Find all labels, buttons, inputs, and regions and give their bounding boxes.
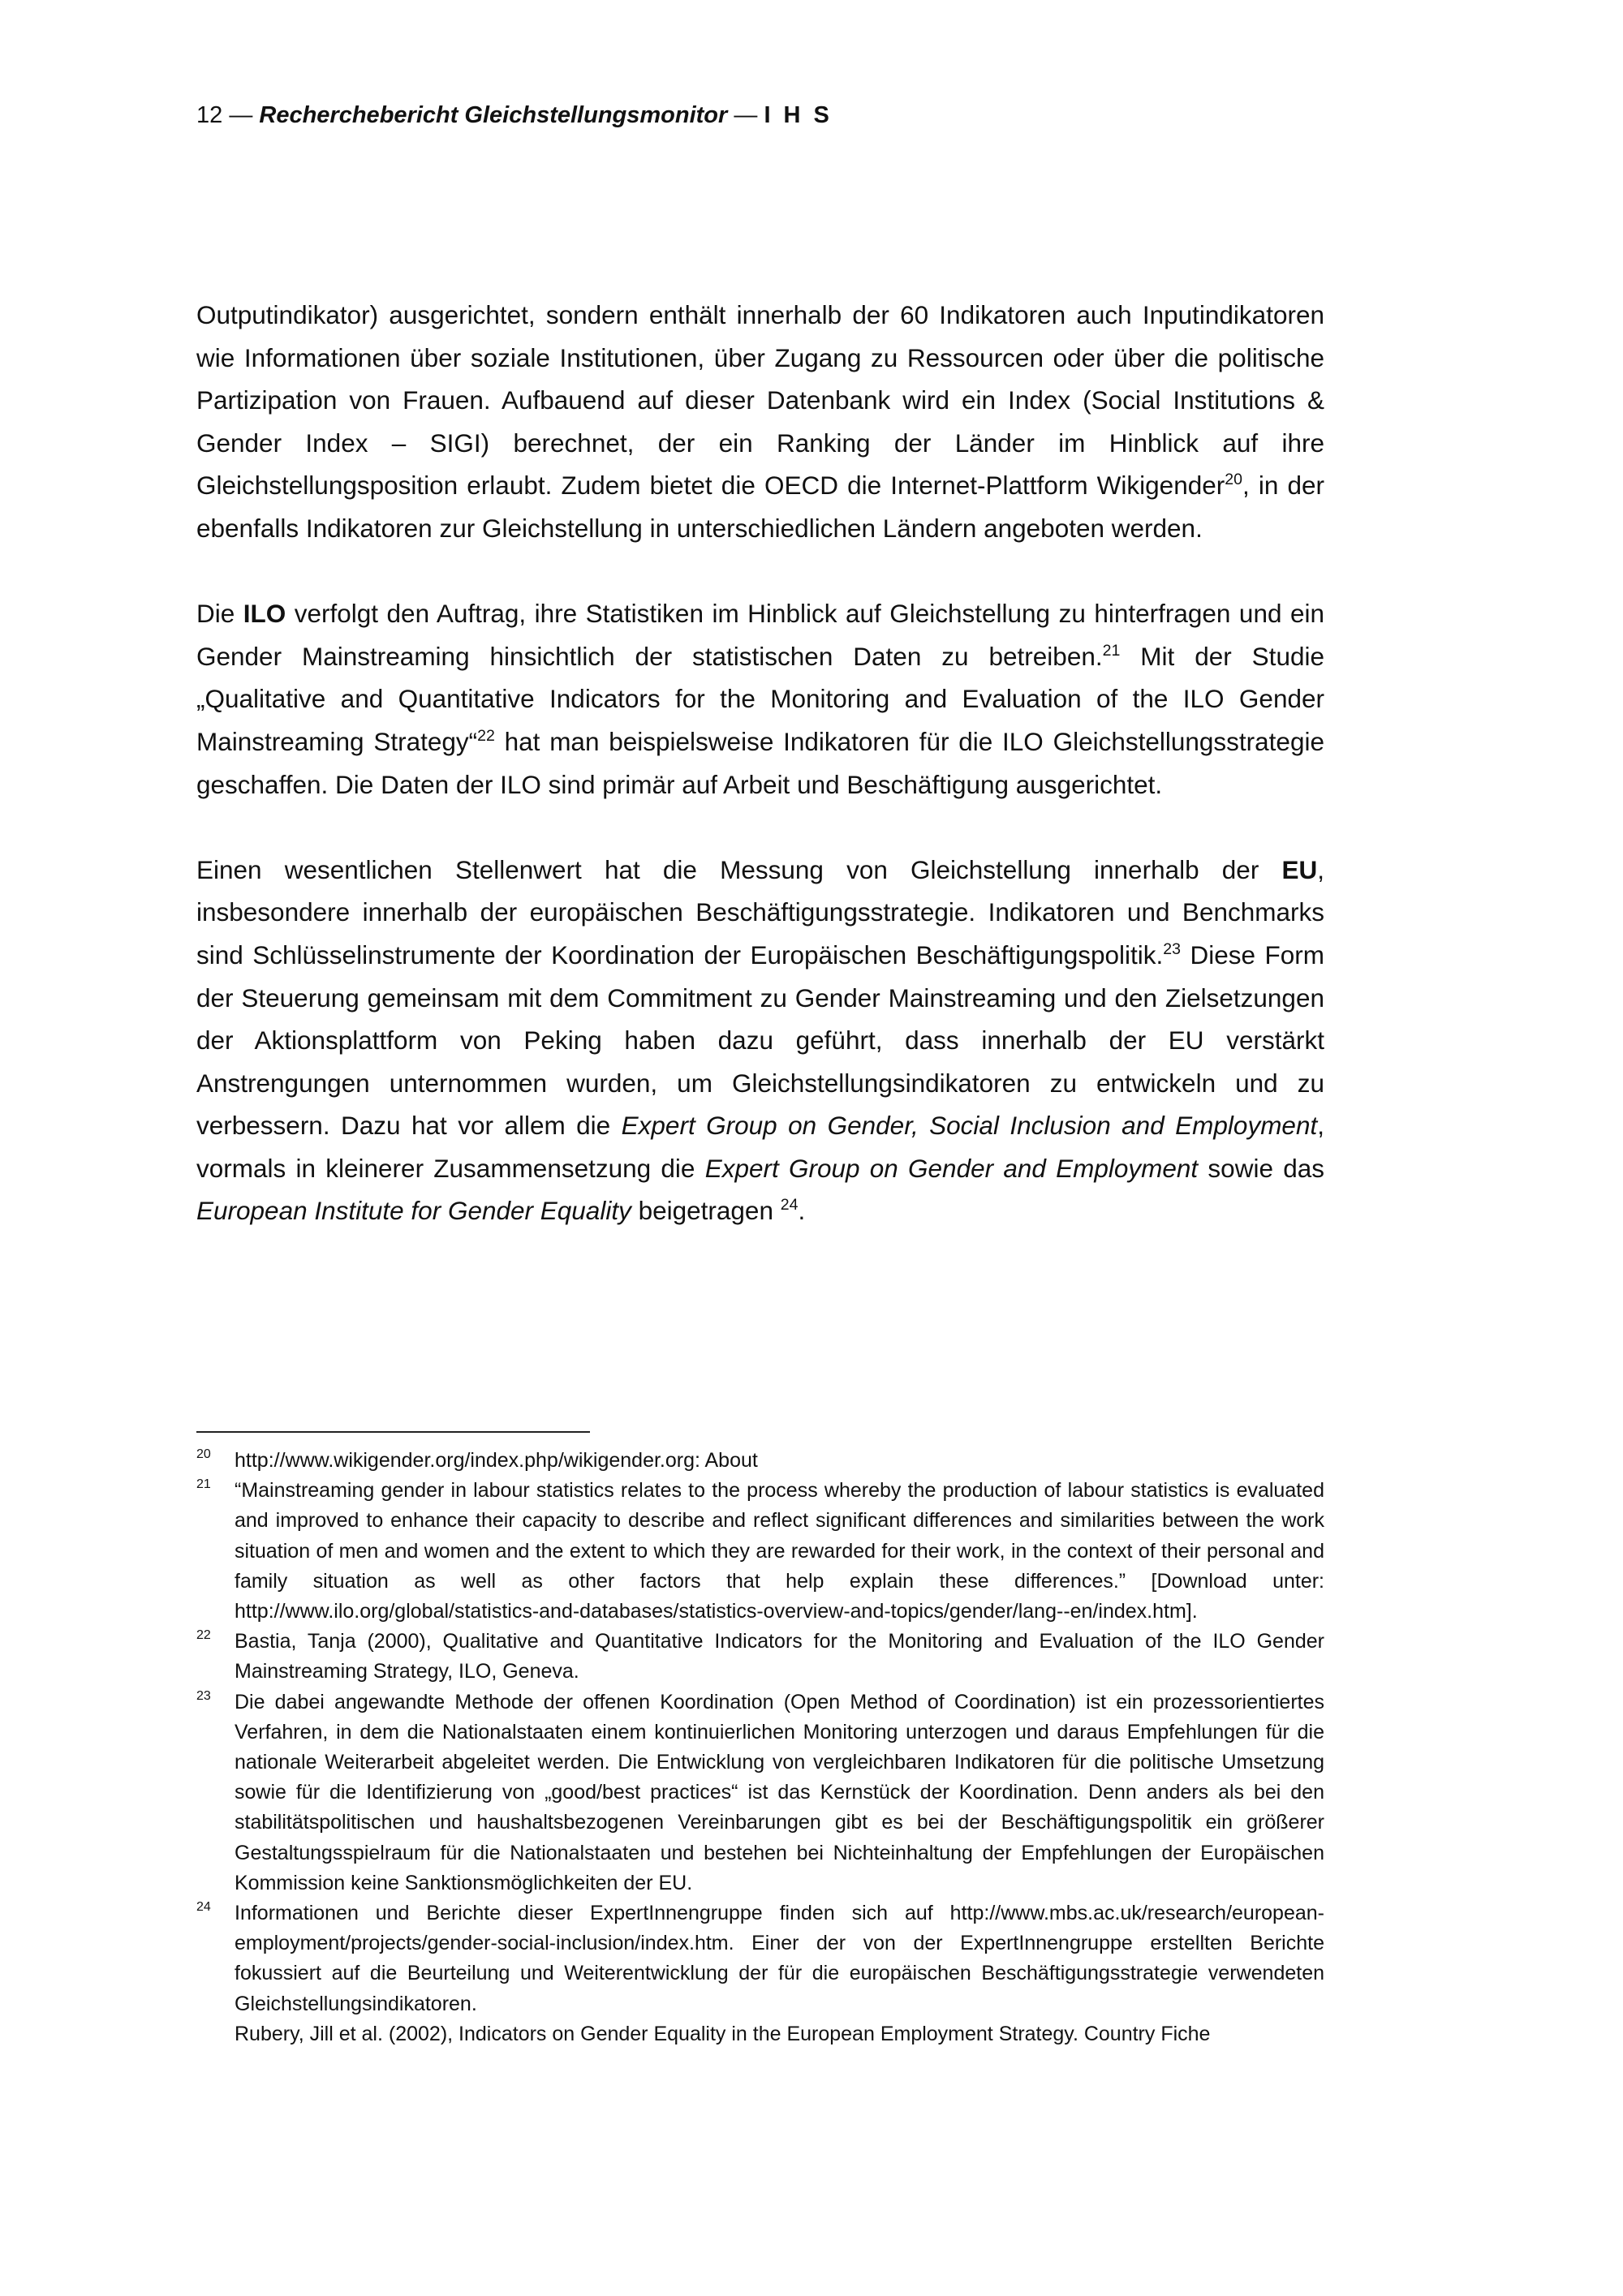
- italic-term: Expert Group on Gender, Social Inclusion and Employment: [621, 1111, 1318, 1141]
- text-run: , in der ebenfalls Indikatoren zur Gleichstellung in unterschiedlichen Ländern angeboten werden.: [196, 471, 1324, 543]
- footnote-text: Informationen und Berichte dieser ExpertInnengruppe finden sich auf http://www.mbs.ac.uk/research/european-employment/projects/gender-social-inclusion/index.htm. Einer der von der ExpertInnengruppe erstellten Berichte fokussiert auf die Beurteilung und Weiterentwicklung der für die europäischen Beschäftigungsstrategie verwendeten Gleichstellungsindikatoren.: [235, 1902, 1324, 2015]
- footnote-number: 21: [196, 1477, 211, 1492]
- bold-term: ILO: [243, 599, 286, 629]
- footnote-number: 24: [196, 1900, 211, 1915]
- bold-term: EU: [1281, 854, 1318, 884]
- text-run: Outputindikator) ausgerichtet, sondern enthält innerhalb der 60 Indikatoren auch Inputindikatoren wie Informationen über soziale Institutionen, über Zugang zu Ressourcen oder über die politische Partizipation von Frauen. Aufbauend auf dieser Datenbank wird ein Index (Social Institutions & Gender Index – SIGI) berechnet, der ein Ranking der Länder im Hinblick auf ihre Gleichstellungsposition erlaubt. Zudem bietet die OECD die Internet-Plattform Wikigender: [196, 300, 1324, 501]
- footnote-text: http://www.wikigender.org/index.php/wikigender.org: About: [235, 1449, 758, 1472]
- paragraph: [196, 849, 1324, 1232]
- footnote-reference: 22: [477, 726, 495, 745]
- footnote-text: Die dabei angewandte Methode der offenen Koordination (Open Method of Coordination) ist ein prozessorientiertes Verfahren, in dem die Nationalstaaten einem kontinuierlichen Monitoring unterzogen und daraus Empfehlungen für die nationale Weiterarbeit abgeleitet werden. Die Entwicklung von vergleichbaren Indikatoren für die politische Umsetzung sowie für die Identifizierung von „good/best practices“ ist das Kernstück der Koordination. Denn anders als bei den stabilitätspolitischen und haushaltsbezogenen Vereinbarungen gibt es bei der Beschäftigungspolitik ein größerer Gestaltungsspielraum für die Nationalstaaten und bestehen bei Nichteinhaltung der Empfehlungen der Europäischen Kommission keine Sanktionsmöglichkeiten der EU.: [235, 1690, 1324, 1894]
- footnote: [196, 1898, 1324, 2049]
- text-run: , vormals in kleinerer Zusammensetzung die: [196, 1111, 1324, 1183]
- footnote-reference: 24: [780, 1196, 799, 1215]
- footnote-number: 20: [196, 1447, 211, 1461]
- text-run: .: [798, 1196, 806, 1226]
- page-number: 12: [196, 102, 223, 128]
- text-run: Einen wesentlichen Stellenwert hat die Messung von Gleichstellung innerhalb der: [196, 854, 1282, 884]
- footnote: [196, 1476, 1324, 1627]
- text-run: sowie das: [1198, 1153, 1324, 1183]
- footnote-reference: 20: [1225, 471, 1242, 489]
- text-run: Die: [196, 599, 243, 629]
- footnote-divider: [196, 1431, 590, 1433]
- footnote-text: “Mainstreaming gender in labour statistics relates to the process whereby the production of labour statistics is evaluated and improved to enhance their capacity to describe and reflect significant differences and similarities between the work situation of men and women and the extent to which they are rewarded for their work, in the context of their personal and family situation as well as other factors that help explain these differences.” [Download unter: http://www.ilo.org/global/statistics-and-databases/statistics-overview-and-topics/gender/lang--en/index.htm].: [235, 1479, 1324, 1623]
- italic-term: Expert Group on Gender and Employment: [704, 1153, 1199, 1183]
- footnote-reference: 23: [1163, 939, 1182, 958]
- header-dash: —: [222, 102, 260, 128]
- footnote: [196, 1446, 1324, 1476]
- footnotes: [196, 1446, 1324, 2049]
- body-text: [196, 294, 1324, 1275]
- footnote: [196, 1688, 1324, 1898]
- footnote-reference: 21: [1102, 641, 1121, 660]
- header-dash: —: [727, 102, 764, 128]
- organization-name: I H S: [764, 102, 833, 128]
- running-header: [196, 102, 833, 129]
- footnote-number: 22: [196, 1628, 211, 1643]
- footnote-number: 23: [196, 1688, 211, 1703]
- footnote: [196, 1627, 1324, 1687]
- footnote-continuation: Rubery, Jill et al. (2002), Indicators on Gender Equality in the European Employment Strategy. Country Fiche: [235, 2022, 1211, 2045]
- text-run: Mit der Studie „Qualitative and Quantitative Indicators for the Monitoring and Evaluation of the ILO Gender Mainstreaming Strategy“: [196, 641, 1324, 756]
- footnote-text: Bastia, Tanja (2000), Qualitative and Quantitative Indicators for the Monitoring and Evaluation of the ILO Gender Mainstreaming Strategy, ILO, Geneva.: [235, 1630, 1324, 1683]
- text-run: hat man beispielsweise Indikatoren für die ILO Gleichstellungsstrategie geschaffen. Die Daten der ILO sind primär auf Arbeit und Beschäftigung ausgerichtet.: [196, 726, 1324, 799]
- text-run: , insbesondere innerhalb der europäischen Beschäftigungsstrategie. Indikatoren und Benchmarks sind Schlüsselinstrumente der Koordination der Europäischen Beschäftigungspolitik.: [196, 854, 1324, 970]
- italic-term: European Institute for Gender Equality: [196, 1196, 631, 1226]
- document-title: Recherchebericht Gleichstellungsmonitor: [259, 102, 728, 128]
- text-run: Diese Form der Steuerung gemeinsam mit dem Commitment zu Gender Mainstreaming und den Zielsetzungen der Aktionsplattform von Peking haben dazu geführt, dass innerhalb der EU verstärkt Anstrengungen unternommen wurden, um Gleichstellungsindikatoren zu entwickeln und zu verbessern. Dazu hat vor allem die: [196, 939, 1324, 1141]
- text-run: verfolgt den Auftrag, ihre Statistiken im Hinblick auf Gleichstellung zu hinterfragen und ein Gender Mainstreaming hinsichtlich der statistischen Daten zu betreiben.: [196, 599, 1324, 671]
- text-run: beigetragen: [631, 1196, 781, 1226]
- paragraph: [196, 294, 1324, 550]
- paragraph: [196, 592, 1324, 806]
